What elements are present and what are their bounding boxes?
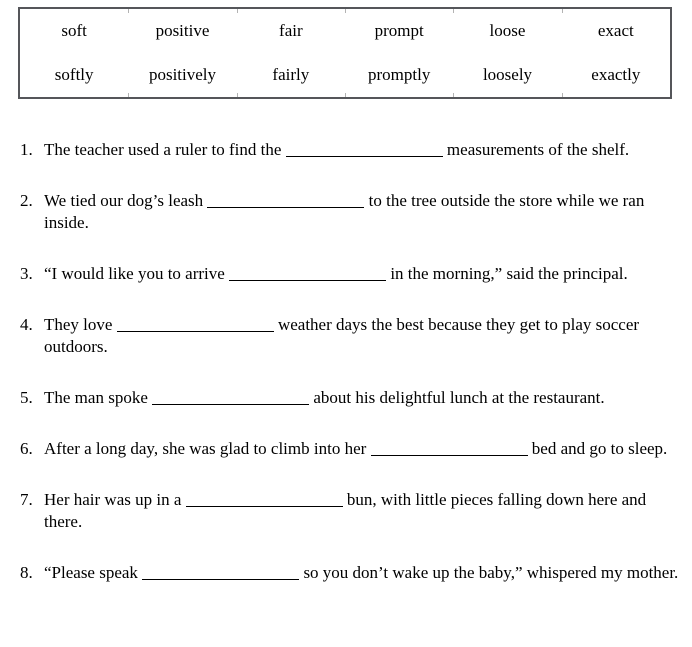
question-text-before: After a long day, she was glad to climb into her: [44, 439, 367, 458]
word-bank-word: fairly: [272, 65, 310, 84]
word-bank-word: loosely: [482, 65, 533, 84]
column-tick: [345, 93, 346, 97]
question-text-after: to the tree outside the store while we ran inside.: [44, 191, 645, 232]
column-tick: [562, 9, 563, 13]
question-text-after: weather days the best because they get to play soccer outdoors.: [44, 315, 640, 356]
question-text: [44, 387, 684, 409]
word-bank-word: fair: [279, 21, 303, 40]
question-text: [44, 139, 684, 161]
question-number: 1.: [20, 140, 33, 159]
question-text: [44, 489, 684, 533]
question-number: 4.: [20, 315, 33, 334]
question-text-after: about his delightful lunch at the restaurant.: [313, 388, 605, 407]
answer-blank[interactable]: [207, 205, 364, 208]
question-item: [20, 387, 684, 409]
question-item: [20, 190, 684, 234]
question-text: [44, 190, 684, 234]
question-item: [20, 489, 684, 533]
answer-blank[interactable]: [286, 154, 443, 157]
word-bank-word: positively: [148, 65, 217, 84]
question-text-after: bun, with little pieces falling down here and there.: [44, 490, 647, 531]
question-list: [20, 139, 684, 584]
answer-blank[interactable]: [229, 278, 386, 281]
question-text: [44, 562, 684, 584]
word-bank-word: soft: [61, 21, 87, 40]
question-text-before: The man spoke: [44, 388, 148, 407]
column-tick: [237, 93, 238, 97]
question-number: 3.: [20, 264, 33, 283]
column-tick: [237, 9, 238, 13]
question-text-after: measurements of the shelf.: [446, 140, 630, 159]
worksheet-page: [0, 7, 692, 584]
question-number: 5.: [20, 388, 33, 407]
column-tick: [453, 93, 454, 97]
question-text-after: in the morning,” said the principal.: [390, 264, 628, 283]
word-bank-word: prompt: [374, 21, 424, 40]
column-tick: [128, 93, 129, 97]
answer-blank[interactable]: [142, 577, 299, 580]
column-tick: [128, 9, 129, 13]
column-tick: [345, 9, 346, 13]
column-tick: [453, 9, 454, 13]
question-number: 2.: [20, 191, 33, 210]
word-bank: [18, 7, 672, 99]
question-number: 7.: [20, 490, 33, 509]
question-text-before: The teacher used a ruler to find the: [44, 140, 282, 159]
word-bank-word: loose: [489, 21, 526, 40]
question-text-before: We tied our dog’s leash: [44, 191, 204, 210]
question-text-before: They love: [44, 315, 113, 334]
answer-blank[interactable]: [186, 504, 343, 507]
word-bank-word: softly: [54, 65, 94, 84]
question-text-before: “I would like you to arrive: [44, 264, 225, 283]
question-text-before: “Please speak: [44, 563, 138, 582]
answer-blank[interactable]: [117, 329, 274, 332]
word-bank-word: exactly: [591, 65, 641, 84]
question-number: 6.: [20, 439, 33, 458]
answer-blank[interactable]: [371, 453, 528, 456]
question-item: [20, 438, 684, 460]
question-item: [20, 263, 684, 285]
question-text-before: Her hair was up in a: [44, 490, 182, 509]
question-text-after: bed and go to sleep.: [531, 439, 668, 458]
answer-blank[interactable]: [152, 402, 309, 405]
question-text: [44, 263, 684, 285]
question-text: [44, 314, 684, 358]
question-text: [44, 438, 684, 460]
question-number: 8.: [20, 563, 33, 582]
column-tick: [562, 93, 563, 97]
word-bank-word: promptly: [367, 65, 431, 84]
question-item: [20, 139, 684, 161]
question-text-after: so you don’t wake up the baby,” whispered my mother.: [303, 563, 679, 582]
word-bank-word: exact: [597, 21, 634, 40]
question-item: [20, 562, 684, 584]
word-bank-word: positive: [155, 21, 210, 40]
question-item: [20, 314, 684, 358]
